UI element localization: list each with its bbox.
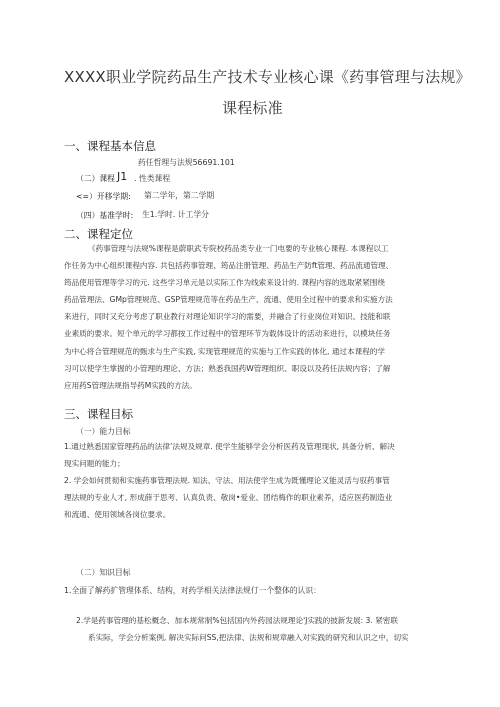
section-heading-positioning: 二、课程定位	[64, 227, 133, 241]
positioning-paragraph	[64, 240, 436, 394]
paragraph-line: 来进行，同时又充分考虑了职业教行对理论知识学习的需要，并融合了行业岗位对知识、技能和联	[64, 312, 391, 322]
paragraph-line: 和流通、使用领域各岗位要求。	[64, 510, 171, 520]
paragraph-line: 1.通过熟悉国家管理药品的法律’法规及规章. 使学生能够学会分析医药及管理现状, 具备分析、解决	[64, 442, 395, 451]
paragraph-line: 业素质的要求。短个单元的学习都按工作过程中的管理环节为载体设计的活动来进行，以模块任务	[64, 329, 391, 339]
paragraph-line: 现实问题的能力；	[64, 459, 125, 469]
course-type-label: （二）课程	[76, 174, 115, 183]
hours-value: 生1.学时. 计工学分	[142, 210, 209, 219]
paragraph-line: 作任务为中心组织课程内容. 共包括药事管理、筠品注册管理、药品生产防ft管理、药品流通管理、	[64, 261, 394, 271]
hours-label: （四）基准学时:	[76, 211, 134, 220]
subheading-knowledge: （二）知识目标	[76, 568, 131, 577]
subheading-ability: （一）能力目标	[76, 427, 131, 436]
paragraph-line: 《药事管理与法规%课程是蔚职武专院校药品类专业一门电要的专业核心课程. 本课程以工	[88, 244, 389, 253]
paragraph-line: 应用药S管理法规指导药M实践的方法。	[64, 380, 197, 390]
knowledge-paragraph	[76, 612, 436, 646]
course-type-code: J1	[117, 170, 128, 183]
paragraph-line: 2. 学会如何贯彻和实施药事管理法规. 知法、守法、用法使学生成为既懂理论又能灵活与驭药事管	[64, 476, 390, 486]
paragraph-line: 习可以使学生掌握的小管理的理论、方法；熟悉我国药W管理组织、职设以及药任法规内容；了解	[64, 363, 391, 373]
paragraph-line: 2.学是药事管理的基松概念、加本规常制%包括国内外药园法规理论'J实践的披新发展: 3. 紧密联	[76, 616, 398, 625]
paragraph-line: 药品管理法、GMp管理规范、GSP管理规范等在药品生产、流通、使用全过程中的要求和实施方法	[64, 295, 393, 305]
knowledge-line-1: 1.全面了解药扩管理体系、结构，对药学相关法律法规仃一个整体的认识：	[64, 586, 321, 595]
paragraph-line: 筠品使用管理等学习的元. 这些学习单元是以实际工作为线索来设计的. 课程内容的选取紧紧围绕	[64, 278, 385, 288]
section-heading-objectives: 三、课程目标	[64, 407, 133, 421]
document-title: XXXX职业学院药品生产技术专业核心课《药事管理与法规》	[64, 68, 471, 86]
course-name-value: 药任哲理与法规56691.101	[138, 158, 235, 167]
document-subtitle: 课程标准	[222, 99, 283, 117]
course-type-value: . 性类课程	[134, 174, 171, 183]
paragraph-line: 系实际，学会分析案例, 解决实际问SS,把法律、法规和规章融入对实践的研究和认识之中，切实	[88, 633, 409, 643]
paragraph-line: 为中心将合管理规范的甄求与生产实践, 实现管理规范的实施与工作实践的体化, 通过本课程的学	[64, 346, 385, 356]
section-heading-basic-info: 一、课程基本信息	[64, 139, 156, 153]
semester-label: <=）开移学期:	[76, 192, 131, 201]
paragraph-line: 理法规的专业人才, 形成薛于思考、认真负责、敬岗•爱业、团结梅作的职业素养，适应医药制造业	[64, 493, 393, 503]
ability-paragraph	[64, 438, 436, 523]
semester-value: 第二学年，第二学期	[144, 191, 215, 200]
